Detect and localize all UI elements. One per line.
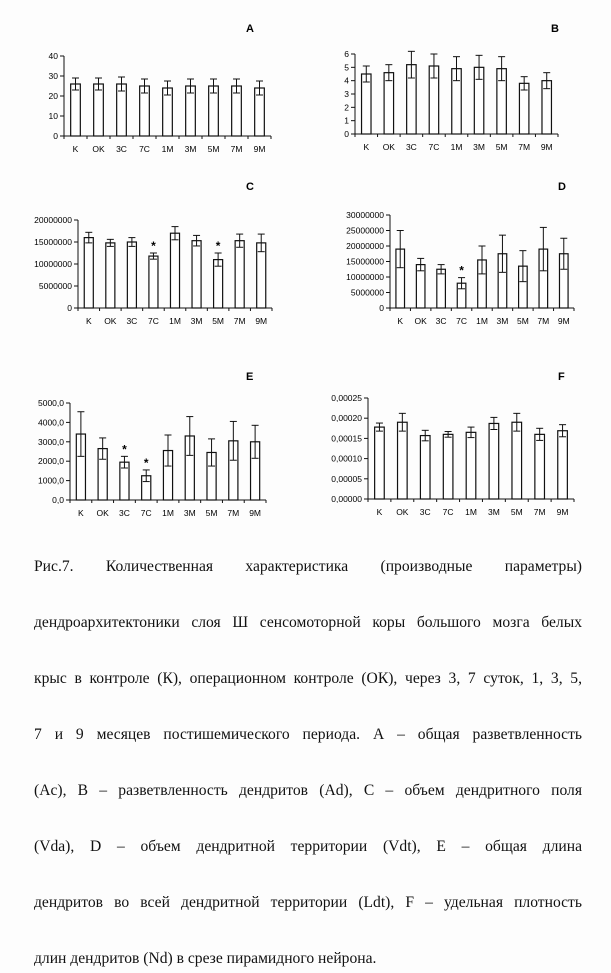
chart-title: B bbox=[551, 23, 559, 35]
chart-d bbox=[308, 182, 593, 352]
bar bbox=[214, 260, 223, 308]
y-tick-label: 15000000 bbox=[34, 237, 72, 247]
x-tick-label: 7M bbox=[537, 316, 550, 326]
x-tick-label: 7M bbox=[533, 507, 546, 517]
y-tick-label: 5000000 bbox=[350, 287, 384, 298]
x-tick-label: 1M bbox=[476, 316, 488, 326]
x-tick-label: 3M bbox=[487, 507, 500, 517]
bar bbox=[117, 84, 127, 136]
chart-a bbox=[14, 16, 299, 186]
chart-title: D bbox=[558, 181, 566, 193]
x-tick-label: OK bbox=[382, 142, 395, 152]
caption-line: длин дендритов (Nd) в срезе пирамидного нейрона. bbox=[34, 950, 377, 967]
x-tick-label: 7C bbox=[139, 144, 150, 154]
x-tick-label: 7C bbox=[428, 142, 440, 152]
caption-line: крыс в контроле (К), операционном контроле (ОК), через 3, 7 суток, 1, 3, 5, bbox=[34, 670, 582, 687]
bar bbox=[84, 238, 93, 308]
bar bbox=[466, 432, 476, 499]
x-tick-label: 3C bbox=[435, 316, 447, 326]
x-tick-label: 1M bbox=[465, 507, 477, 517]
x-tick-label: K bbox=[376, 507, 383, 517]
x-tick-label: 3M bbox=[184, 144, 197, 154]
x-tick-label: 9M bbox=[557, 316, 570, 326]
x-tick-label: 3C bbox=[405, 142, 417, 152]
x-tick-label: 1M bbox=[450, 142, 463, 152]
significance-star: * bbox=[122, 442, 127, 457]
x-tick-label: 5M bbox=[205, 508, 218, 518]
bar bbox=[558, 431, 568, 499]
bar bbox=[362, 74, 371, 134]
y-tick-label: 1 bbox=[344, 115, 349, 126]
y-tick-label: 20000000 bbox=[346, 241, 384, 251]
bar bbox=[443, 434, 453, 499]
chart-panel-c bbox=[14, 182, 299, 352]
chart-f bbox=[308, 368, 593, 538]
significance-star: * bbox=[215, 239, 221, 253]
x-tick-label: 3M bbox=[496, 316, 509, 326]
chart-panel-e bbox=[14, 368, 299, 538]
y-tick-label: 5000,0 bbox=[38, 398, 64, 408]
x-tick-label: OK bbox=[104, 316, 117, 326]
x-tick-label: 5M bbox=[510, 507, 523, 517]
x-tick-label: 7M bbox=[227, 508, 240, 518]
y-tick-label: 0 bbox=[344, 129, 349, 139]
caption-line: (Ac), В – разветвленность дендритов (Ad), С – объем дендритного поля bbox=[34, 782, 582, 799]
x-tick-label: 7M bbox=[230, 144, 243, 154]
bar bbox=[170, 233, 179, 308]
chart-title: E bbox=[246, 371, 254, 383]
y-tick-label: 0,00000 bbox=[331, 494, 362, 504]
x-tick-label: 1M bbox=[162, 508, 174, 518]
chart-panel-a bbox=[14, 16, 299, 186]
chart-panel-b bbox=[308, 16, 593, 186]
x-tick-label: 9M bbox=[540, 142, 553, 152]
bar bbox=[106, 243, 115, 308]
x-tick-label: 9M bbox=[253, 144, 266, 154]
y-tick-label: 5000000 bbox=[38, 281, 72, 291]
bar bbox=[489, 423, 499, 499]
y-tick-label: 0,00015 bbox=[331, 433, 362, 444]
x-tick-label: K bbox=[397, 316, 404, 326]
caption-line: Рис.7. Количественная характеристика (производные параметры) bbox=[34, 558, 582, 575]
x-tick-label: 1M bbox=[169, 316, 181, 326]
bar bbox=[420, 436, 430, 499]
x-tick-label: 3M bbox=[183, 508, 196, 518]
x-tick-label: OK bbox=[414, 316, 427, 326]
x-tick-label: 5M bbox=[212, 316, 225, 326]
chart-title: F bbox=[558, 371, 565, 383]
bar bbox=[398, 422, 408, 499]
x-tick-label: 1M bbox=[161, 144, 174, 154]
y-tick-label: 30000000 bbox=[346, 210, 384, 220]
bar bbox=[235, 241, 244, 308]
y-tick-label: 0 bbox=[53, 131, 58, 141]
chart-panel-d bbox=[308, 182, 593, 352]
y-tick-label: 15000000 bbox=[346, 256, 384, 267]
bar bbox=[437, 269, 446, 308]
x-tick-label: 3C bbox=[126, 316, 138, 326]
y-tick-label: 6 bbox=[344, 49, 349, 59]
x-tick-label: 7C bbox=[442, 507, 454, 517]
bar bbox=[512, 422, 522, 499]
y-tick-label: 25000000 bbox=[346, 225, 384, 236]
y-tick-label: 4000,0 bbox=[38, 417, 64, 428]
caption-line: дендроархитектоники слоя Ш сенсомоторной коры большого мозга белых bbox=[34, 614, 582, 631]
bar bbox=[94, 84, 104, 136]
bar bbox=[535, 434, 545, 499]
bar bbox=[127, 242, 136, 308]
bar bbox=[384, 73, 393, 134]
x-tick-label: 7M bbox=[518, 142, 531, 152]
y-tick-label: 4 bbox=[344, 75, 349, 86]
y-tick-label: 20000000 bbox=[34, 215, 72, 225]
bar bbox=[519, 83, 528, 134]
x-tick-label: OK bbox=[96, 508, 109, 518]
chart-b bbox=[308, 16, 593, 186]
chart-e bbox=[14, 368, 299, 538]
y-tick-label: 5 bbox=[344, 62, 349, 73]
y-tick-label: 0,00025 bbox=[331, 393, 362, 403]
y-tick-label: 10000000 bbox=[34, 259, 72, 269]
y-tick-label: 10000000 bbox=[346, 272, 384, 282]
x-tick-label: OK bbox=[396, 507, 409, 517]
y-tick-label: 2000,0 bbox=[38, 456, 64, 467]
x-tick-label: K bbox=[72, 144, 79, 154]
y-tick-label: 0,00020 bbox=[331, 413, 362, 424]
y-tick-label: 0,00010 bbox=[331, 453, 362, 464]
x-tick-label: 9M bbox=[556, 507, 569, 517]
x-tick-label: 5M bbox=[495, 142, 508, 152]
x-tick-label: 5M bbox=[207, 144, 220, 154]
chart-title: C bbox=[246, 181, 254, 193]
chart-panel-f bbox=[308, 368, 593, 538]
chart-c bbox=[14, 182, 299, 352]
significance-star: * bbox=[143, 455, 149, 470]
caption-line: 7 и 9 месяцев постишемического периода. А – общая разветвленность bbox=[34, 726, 582, 743]
x-tick-label: OK bbox=[92, 144, 105, 154]
figure-caption bbox=[34, 553, 582, 973]
bar bbox=[257, 243, 266, 308]
y-tick-label: 3 bbox=[344, 89, 349, 99]
x-tick-label: 3C bbox=[116, 144, 127, 154]
y-tick-label: 0,00005 bbox=[331, 473, 362, 484]
x-tick-label: K bbox=[85, 316, 92, 326]
x-tick-label: 3M bbox=[473, 142, 485, 152]
y-tick-label: 30 bbox=[48, 71, 58, 81]
bar bbox=[375, 427, 385, 499]
significance-star: * bbox=[151, 239, 156, 253]
x-tick-label: 9M bbox=[255, 316, 268, 326]
x-tick-label: K bbox=[78, 508, 84, 518]
y-tick-label: 20 bbox=[48, 91, 58, 101]
bar bbox=[192, 241, 201, 308]
x-tick-label: K bbox=[363, 142, 370, 152]
caption-line: (Vda), D – объем дендритной территории (Vdt), E – общая длина bbox=[34, 838, 582, 855]
y-tick-label: 1000,0 bbox=[38, 475, 64, 486]
y-tick-label: 3000,0 bbox=[38, 436, 64, 447]
x-tick-label: 9M bbox=[249, 508, 262, 518]
x-tick-label: 3M bbox=[190, 316, 203, 326]
y-tick-label: 2 bbox=[344, 102, 349, 113]
y-tick-label: 10 bbox=[48, 111, 58, 121]
chart-title: A bbox=[246, 23, 254, 35]
y-tick-label: 40 bbox=[48, 51, 58, 61]
x-tick-label: 3C bbox=[419, 507, 431, 517]
y-tick-label: 0 bbox=[67, 303, 72, 313]
x-tick-label: 7M bbox=[233, 316, 246, 326]
y-tick-label: 0,0 bbox=[52, 495, 64, 505]
x-tick-label: 5M bbox=[516, 316, 529, 326]
y-tick-label: 0 bbox=[379, 303, 384, 313]
x-tick-label: 7C bbox=[456, 316, 467, 326]
x-tick-label: 3C bbox=[119, 508, 130, 518]
x-tick-label: 7C bbox=[140, 508, 152, 518]
bar bbox=[71, 84, 81, 136]
bar bbox=[149, 256, 158, 308]
caption-line: дендритов во всей дендритной территории (Ldt), F – удельная плотность bbox=[34, 894, 582, 911]
x-tick-label: 7C bbox=[148, 316, 159, 326]
significance-star: * bbox=[459, 263, 464, 278]
